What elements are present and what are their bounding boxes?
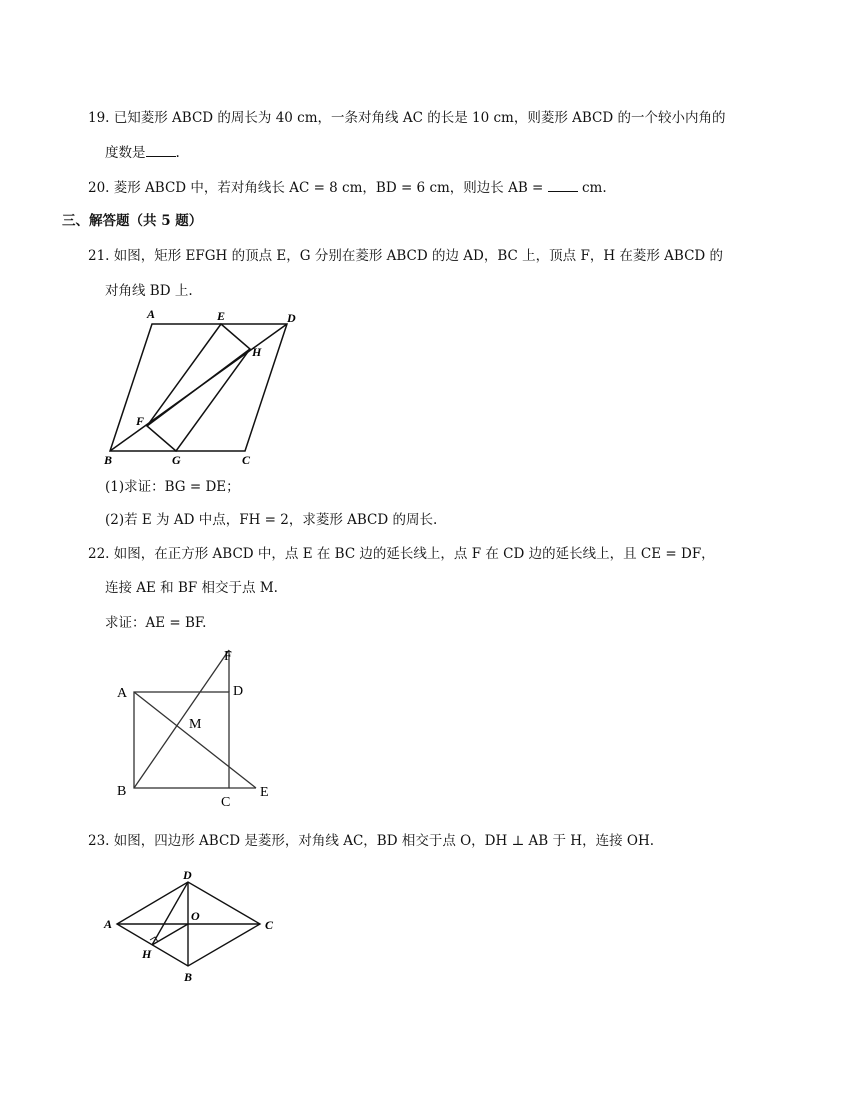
q19-suffix: .: [175, 145, 180, 161]
label-F: F: [224, 649, 232, 664]
label-G: G: [172, 453, 181, 467]
q22-text-2: 连接 AE 和 BF 相交于点 M.: [105, 580, 278, 596]
label-D: D: [183, 868, 192, 882]
label-B: B: [117, 784, 127, 799]
label-D: D: [287, 311, 296, 325]
section-title: 三、解答题（共 5 题）: [62, 213, 203, 229]
label-B: B: [104, 453, 113, 467]
q21-part1-text: (1)求证：BG = DE；: [105, 479, 240, 495]
label-E: E: [217, 309, 226, 323]
q23-text: 23. 如图，四边形 ABCD 是菱形，对角线 AC，BD 相交于点 O，DH ⊥ AB 于 H，连接 OH.: [88, 833, 655, 849]
label-H: H: [142, 947, 152, 961]
label-H: H: [252, 345, 262, 359]
label-M: M: [189, 717, 202, 732]
label-A: A: [117, 686, 128, 701]
label-C: C: [221, 795, 231, 810]
label-A: A: [147, 307, 156, 321]
q22-text: 22. 如图，在正方形 ABCD 中，点 E 在 BC 边的延长线上，点 F 在 CD 边的延长线上，且 CE = DF，: [88, 546, 715, 562]
q21-part2-text: (2)若 E 为 AD 中点，FH = 2，求菱形 ABCD 的周长.: [105, 512, 438, 528]
label-E: E: [260, 785, 269, 800]
label-O: O: [191, 909, 200, 923]
label-A: A: [104, 917, 113, 931]
label-C: C: [242, 453, 251, 467]
q21-text-2: 对角线 BD 上.: [105, 283, 193, 299]
label-C: C: [265, 918, 274, 932]
label-F: F: [136, 414, 145, 428]
label-B: B: [184, 970, 193, 984]
q19-prefix: 度数是: [105, 145, 146, 161]
q21-text: 21. 如图，矩形 EFGH 的顶点 E，G 分别在菱形 ABCD 的边 AD，BC 上，顶点 F，H 在菱形 ABCD 的: [88, 248, 724, 264]
q22-proof-text: 求证：AE = BF.: [105, 615, 207, 631]
q20-suffix: cm.: [577, 180, 607, 196]
q19-text: 19. 已知菱形 ABCD 的周长为 40 cm，一条对角线 AC 的长是 10 cm，则菱形 ABCD 的一个较小内角的: [88, 110, 726, 126]
segment-DH: [152, 882, 188, 945]
label-D: D: [233, 684, 244, 699]
q20-prefix: 20. 菱形 ABCD 中，若对角线长 AC = 8 cm，BD = 6 cm，则边长 AB =: [88, 180, 548, 196]
